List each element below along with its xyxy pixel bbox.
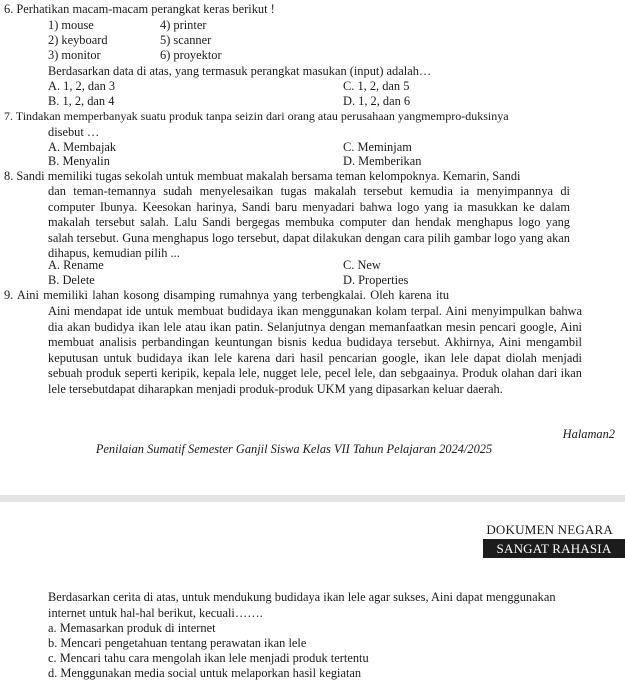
q10-option-a: a. Memasarkan produk di internet — [48, 621, 216, 635]
footer-title: Penilaian Sumatif Semester Ganjil Siswa Kelas VII Tahun Pelajaran 2024/2025 — [95, 442, 493, 456]
q10-option-c: c. Mencari tahu cara mengolah ikan lele menjadi produk tertentu — [48, 651, 369, 665]
document-label: DOKUMEN NEGARA — [486, 522, 613, 537]
q7-option-d: D. Memberikan — [343, 154, 422, 168]
q7-option-c: C. Meminjam — [343, 140, 412, 154]
classification-badge: SANGAT RAHASIA — [483, 539, 625, 558]
q8-option-b: B. Delete — [48, 273, 95, 287]
q7-option-a: A. Membajak — [48, 140, 117, 154]
q8-first-line: 8. Sandi memiliki tugas sekolah untuk membuat makalah bersama teman kelompoknya. Kemarin, Sandi — [4, 169, 521, 183]
q6-item-6: 6) proyektor — [160, 48, 222, 62]
q8-option-c: C. New — [343, 258, 381, 272]
q6-option-a: A. 1, 2, dan 3 — [48, 79, 116, 93]
q10-option-d: d. Menggunakan media social untuk melaporkan hasil kegiatan — [48, 666, 362, 680]
q6-option-c: C. 1, 2, dan 5 — [343, 79, 410, 93]
q6-item-4: 4) printer — [160, 18, 207, 32]
q7-stem-cont: disebut … — [48, 125, 100, 139]
q6-item-3: 3) monitor — [48, 48, 101, 62]
q9-body: Aini mendapat ide untuk membuat budidaya ikan menggunakan kolam terpal. Aini menyimpulkan bahwa dia akan budidya ikan lele atau ikan patin. Selanjutnya dengan memanfaatkan mesin pencari google, Aini membuat analisis perbandingan keuntungan bisnis kedua budidaya tersebut. Akhirnya, Aini mengambil keputusan untuk budidaya ikan lele karena dari hasil pencarian google, ikan lele dapat diolah menjadi sebuah produk seperti keripik, kepala lele, nugget lele, pecel lele, dan sebgaainya. Produk olahan dari ikan lele tersebutdapat diharapkan menjadi produk-produk UKM yang dipasarkan keluar daerah. — [48, 304, 582, 396]
q9-first-line: 9. Aini memiliki lahan kosong disamping rumahnya yang terbengkalai. Oleh karena itu — [4, 288, 450, 302]
q8-body: dan teman-temannya sudah menyelesaikan tugas makalah tersebut kemudia ia menyimpannya di computer Ibunya. Keesokan harinya, Sandi baru menyadari bahwa logo yang ia masukkan ke dalam makalah tersebut salah. Lalu Sandi bergegas membuka computer dan hendak menghapus logo yang salah tersebut. Guna menghapus logo tersebut, dapat dilakukan dengan cara pilih gambar logo yang akan dihapus, kemudian pilih ... — [48, 184, 570, 261]
page-number: Halaman2 — [562, 427, 615, 441]
q10-stem: Berdasarkan cerita di atas, untuk mendukung budidaya ikan lele agar sukses, Aini dapat menggunakan internet untuk hal-hal berikut, kecuali……. — [48, 590, 556, 620]
q6-option-d: D. 1, 2, dan 6 — [343, 94, 411, 108]
q10-option-b: b. Mencari pengetahuan tentang perawatan ikan lele — [48, 636, 307, 650]
q6-stem: 6. Perhatikan macam-macam perangkat keras berikut ! — [4, 2, 275, 16]
q6-option-b: B. 1, 2, dan 4 — [48, 94, 115, 108]
q6-question: Berdasarkan data di atas, yang termasuk perangkat masukan (input) adalah… — [48, 64, 432, 78]
page-divider — [0, 495, 625, 502]
q7-stem: 7. Tindakan memperbanyak suatu produk tanpa seizin dari orang atau perusahaan yangmempro-duksinya — [4, 109, 509, 123]
q8-option-a: A. Rename — [48, 258, 104, 272]
q6-item-2: 2) keyboard — [48, 33, 108, 47]
q6-item-5: 5) scanner — [160, 33, 212, 47]
q7-option-b: B. Menyalin — [48, 154, 110, 168]
q6-item-1: 1) mouse — [48, 18, 94, 32]
q8-option-d: D. Properties — [343, 273, 409, 287]
